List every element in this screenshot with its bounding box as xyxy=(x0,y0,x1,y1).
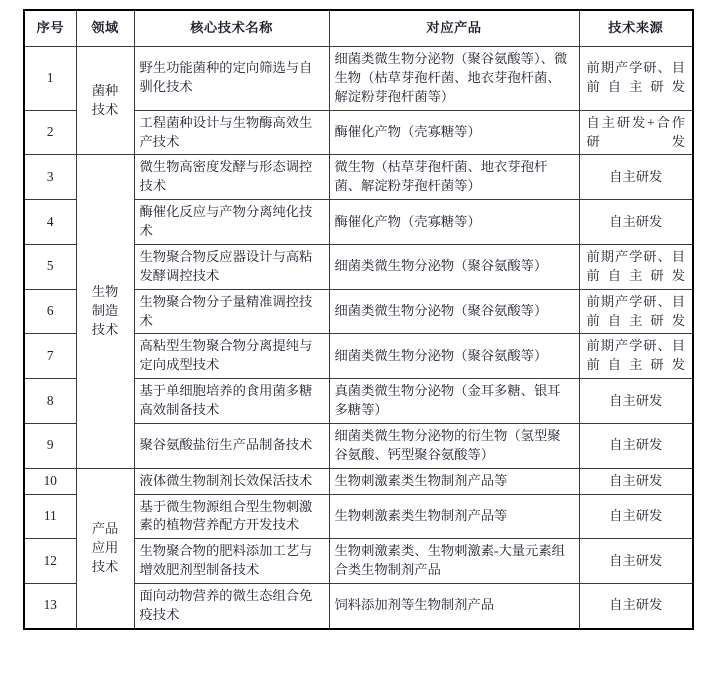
cell-technology-source: 自主研发 xyxy=(579,200,693,245)
cell-corresponding-product: 细菌类微生物分泌物（聚谷氨酸等） xyxy=(329,244,579,289)
cell-core-technology-name: 生物聚合物分子量精准调控技术 xyxy=(134,289,329,334)
table-body xyxy=(24,47,693,629)
cell-core-technology-name: 微生物高密度发酵与形态调控技术 xyxy=(134,155,329,200)
cell-serial-number: 13 xyxy=(24,584,76,629)
cell-serial-number: 10 xyxy=(24,468,76,494)
table-header-row xyxy=(24,10,693,47)
cell-technology-source: 自主研发 xyxy=(579,494,693,539)
cell-corresponding-product: 饲料添加剂等生物制剂产品 xyxy=(329,584,579,629)
cell-corresponding-product: 细菌类微生物分泌物的衍生物（氢型聚谷氨酸、钙型聚谷氨酸等） xyxy=(329,423,579,468)
cell-technology-source: 自主研发 xyxy=(579,155,693,200)
cell-serial-number: 3 xyxy=(24,155,76,200)
column-header-field: 领域 xyxy=(76,10,134,47)
cell-serial-number: 4 xyxy=(24,200,76,245)
cell-core-technology-name: 高粘型生物聚合物分离提纯与定向成型技术 xyxy=(134,334,329,379)
cell-serial-number: 12 xyxy=(24,539,76,584)
cell-technology-source: 前期产学研、目前自主研发 xyxy=(579,334,693,379)
cell-serial-number: 8 xyxy=(24,379,76,424)
cell-core-technology-name: 面向动物营养的微生态组合免疫技术 xyxy=(134,584,329,629)
cell-core-technology-name: 液体微生物制剂长效保活技术 xyxy=(134,468,329,494)
column-header-corresponding-product: 对应产品 xyxy=(329,10,579,47)
cell-serial-number: 9 xyxy=(24,423,76,468)
core-technology-table-container xyxy=(23,9,692,630)
cell-technology-source: 自主研发 xyxy=(579,539,693,584)
cell-technology-source: 自主研发 xyxy=(579,468,693,494)
cell-technology-source: 前期产学研、目前自主研发 xyxy=(579,47,693,111)
cell-serial-number: 6 xyxy=(24,289,76,334)
cell-corresponding-product: 生物刺激素类、生物刺激素-大量元素组合类生物制剂产品 xyxy=(329,539,579,584)
cell-technology-source: 自主研发+合作研发 xyxy=(579,110,693,155)
cell-core-technology-name: 野生功能菌种的定向筛选与自驯化技术 xyxy=(134,47,329,111)
cell-serial-number: 7 xyxy=(24,334,76,379)
cell-corresponding-product: 生物刺激素类生物制剂产品等 xyxy=(329,468,579,494)
cell-core-technology-name: 生物聚合物的肥料添加工艺与增效肥剂型制备技术 xyxy=(134,539,329,584)
cell-technology-source: 自主研发 xyxy=(579,584,693,629)
cell-core-technology-name: 基于微生物源组合型生物刺激素的植物营养配方开发技术 xyxy=(134,494,329,539)
cell-field: 菌种 技术 xyxy=(76,47,134,155)
cell-corresponding-product: 酶催化产物（壳寡糖等） xyxy=(329,200,579,245)
cell-core-technology-name: 工程菌种设计与生物酶高效生产技术 xyxy=(134,110,329,155)
cell-corresponding-product: 细菌类微生物分泌物（聚谷氨酸等）、微生物（枯草芽孢杆菌、地衣芽孢杆菌、解淀粉芽孢杆菌等） xyxy=(329,47,579,111)
cell-serial-number: 2 xyxy=(24,110,76,155)
cell-corresponding-product: 生物刺激素类生物制剂产品等 xyxy=(329,494,579,539)
cell-technology-source: 自主研发 xyxy=(579,423,693,468)
cell-corresponding-product: 细菌类微生物分泌物（聚谷氨酸等） xyxy=(329,289,579,334)
cell-serial-number: 5 xyxy=(24,244,76,289)
cell-technology-source: 前期产学研、目前自主研发 xyxy=(579,244,693,289)
table-row xyxy=(24,47,693,111)
cell-corresponding-product: 微生物（枯草芽孢杆菌、地衣芽孢杆菌、解淀粉芽孢杆菌等） xyxy=(329,155,579,200)
cell-corresponding-product: 真菌类微生物分泌物（金耳多糖、银耳多糖等） xyxy=(329,379,579,424)
cell-serial-number: 1 xyxy=(24,47,76,111)
column-header-serial-number: 序号 xyxy=(24,10,76,47)
table-header xyxy=(24,10,693,47)
cell-technology-source: 自主研发 xyxy=(579,379,693,424)
cell-core-technology-name: 生物聚合物反应器设计与高粘发酵调控技术 xyxy=(134,244,329,289)
cell-core-technology-name: 酶催化反应与产物分离纯化技术 xyxy=(134,200,329,245)
column-header-technology-source: 技术来源 xyxy=(579,10,693,47)
cell-serial-number: 11 xyxy=(24,494,76,539)
cell-technology-source: 前期产学研、目前自主研发 xyxy=(579,289,693,334)
cell-core-technology-name: 聚谷氨酸盐衍生产品制备技术 xyxy=(134,423,329,468)
table-row xyxy=(24,155,693,200)
core-technology-table xyxy=(23,9,694,630)
cell-corresponding-product: 细菌类微生物分泌物（聚谷氨酸等） xyxy=(329,334,579,379)
cell-field: 生物 制造 技术 xyxy=(76,155,134,468)
cell-field: 产品 应用 技术 xyxy=(76,468,134,629)
cell-corresponding-product: 酶催化产物（壳寡糖等） xyxy=(329,110,579,155)
table-row xyxy=(24,468,693,494)
column-header-core-technology-name: 核心技术名称 xyxy=(134,10,329,47)
cell-core-technology-name: 基于单细胞培养的食用菌多糖高效制备技术 xyxy=(134,379,329,424)
